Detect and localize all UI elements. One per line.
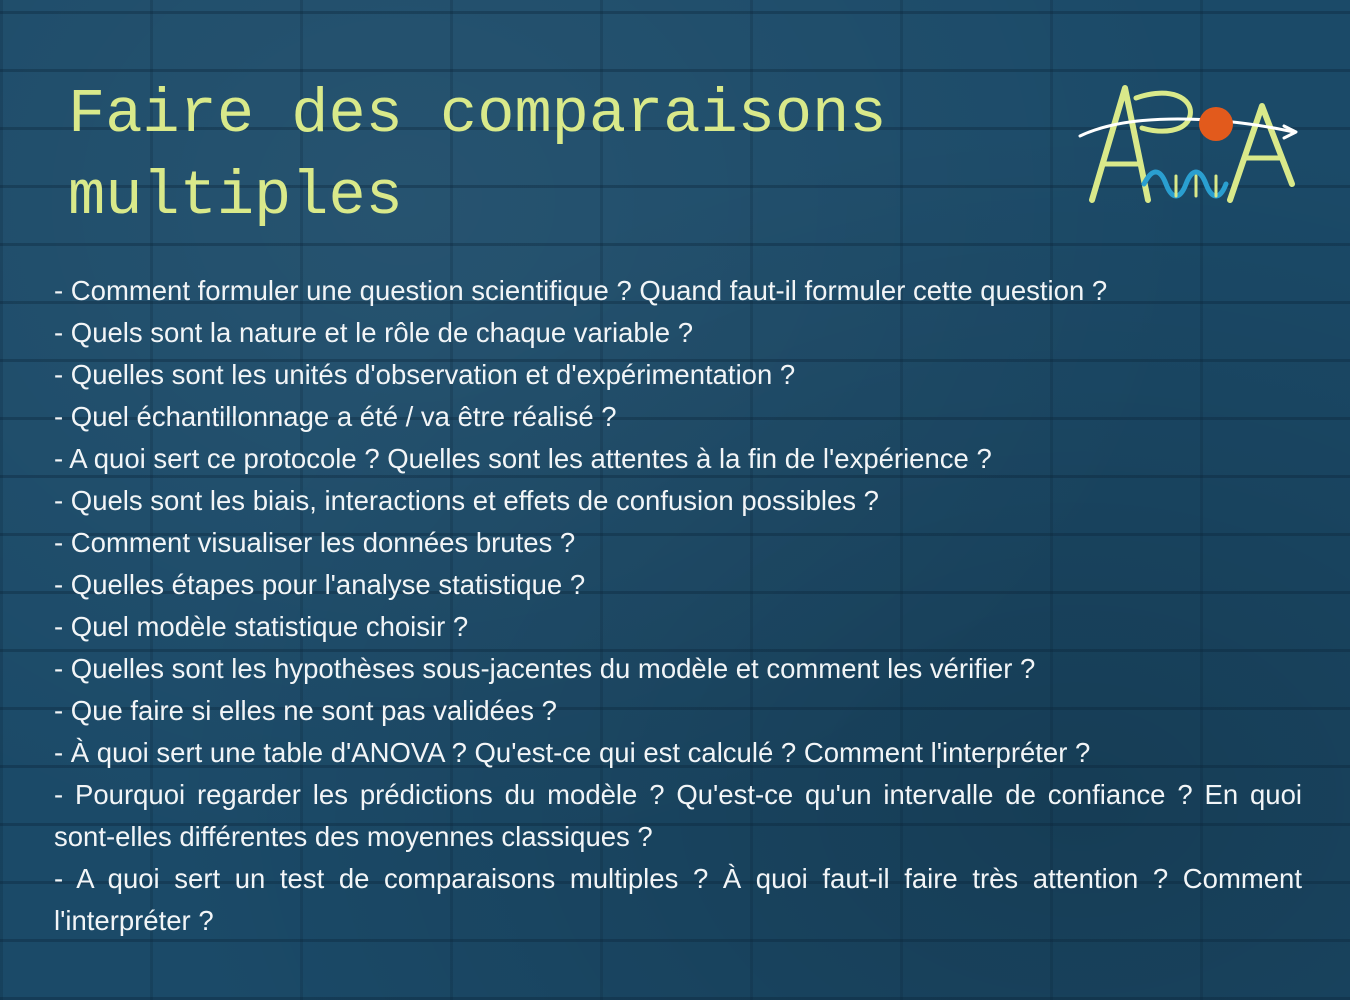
list-item: - Quels sont la nature et le rôle de chaque variable ? (54, 317, 693, 348)
list-item: - Quel échantillonnage a été / va être réalisé ? (54, 401, 617, 432)
list-item: - A quoi sert ce protocole ? Quelles sont les attentes à la fin de l'expérience ? (54, 443, 992, 474)
apia-logo-icon (1070, 72, 1300, 212)
list-item: - Comment visualiser les données brutes ? (54, 527, 576, 558)
list-item: - À quoi sert une table d'ANOVA ? Qu'est-ce qui est calculé ? Comment l'interpréter ? (54, 737, 1091, 768)
list-item: - A quoi sert un test de comparaisons multiples ? À quoi faut-il faire très attention ? Comment l'interpréter ? (54, 863, 1302, 936)
questions-list (54, 270, 1302, 942)
list-item: - Comment formuler une question scientifique ? Quand faut-il formuler cette question ? (54, 275, 1108, 306)
list-item: - Quel modèle statistique choisir ? (54, 611, 469, 642)
page-title: Faire des comparaisons multiples (68, 79, 887, 232)
list-item: - Que faire si elles ne sont pas validées ? (54, 695, 557, 726)
list-item: - Quelles sont les unités d'observation et d'expérimentation ? (54, 359, 796, 390)
list-item: - Pourquoi regarder les prédictions du modèle ? Qu'est-ce qu'un intervalle de confiance ? En quoi sont-elles différentes des moyennes classiques ? (54, 779, 1302, 852)
list-item: - Quels sont les biais, interactions et effets de confusion possibles ? (54, 485, 879, 516)
list-item: - Quelles étapes pour l'analyse statistique ? (54, 569, 586, 600)
list-item: - Quelles sont les hypothèses sous-jacentes du modèle et comment les vérifier ? (54, 653, 1036, 684)
